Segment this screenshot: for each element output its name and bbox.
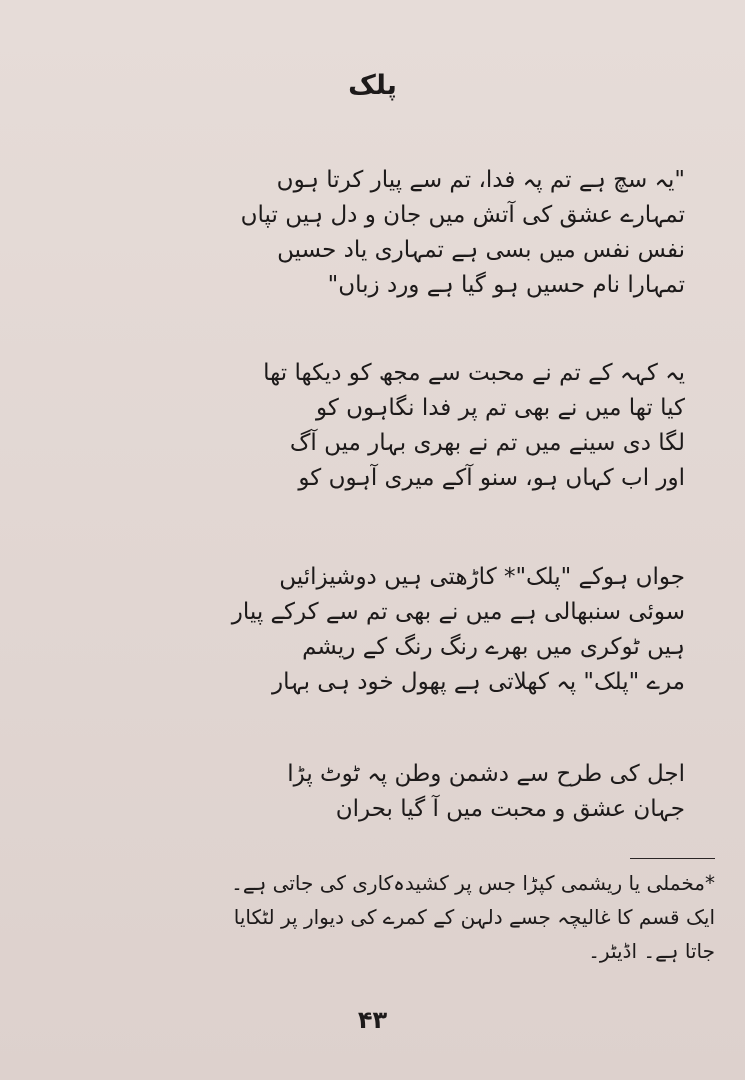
verse-line: جواں ہوکے "پلک"* کاڑھتی ہیں دوشیزائیں (279, 564, 685, 590)
footnote-line: جاتا ہے۔ اڈیٹر۔ (588, 939, 715, 963)
stanza-3 (85, 560, 685, 700)
verse-line: ہیں ٹوکری میں بھرے رنگ رنگ کے ریشم (302, 634, 685, 660)
verse-line: سوئی سنبھالی ہے میں نے بھی تم سے کرکے پیار (231, 599, 685, 625)
verse-line: تمہارا نام حسیں ہو گیا ہے ورد زباں" (327, 272, 685, 298)
verse-line: مرے "پلک" پہ کھلاتی ہے پھول خود ہی بہار (272, 669, 685, 695)
verse-line: کیا تھا میں نے بھی تم پر فدا نگاہوں کو (316, 395, 685, 421)
verse-line: نفس نفس میں بسی ہے تمہاری یاد حسیں (277, 237, 685, 263)
verse-line: لگا دی سینے میں تم نے بھری بہار میں آگ (289, 430, 685, 456)
page-number: ۴۳ (357, 1006, 388, 1034)
footnote-line: *مخملی یا ریشمی کپڑا جس پر کشیدہ‌کاری کی جاتی ہے۔ (231, 871, 715, 895)
footnote (25, 866, 715, 968)
verse-line: یہ کہہ کے تم نے محبت سے مجھ کو دیکھا تھا (263, 360, 685, 386)
verse-line: تمہارے عشق کی آتش میں جان و دل ہیں تپاں (240, 202, 685, 228)
verse-line: "یہ سچ ہے تم پہ فدا، تم سے پیار کرتا ہوں (276, 167, 685, 193)
footnote-divider (630, 858, 715, 859)
verse-line: جہان عشق و محبت میں آ گیا بحران (335, 796, 685, 822)
footnote-line: ایک قسم کا غالیچہ جسے دلہن کے کمرے کی دیوار پر لٹکایا (233, 905, 715, 929)
stanza-2 (85, 356, 685, 496)
poem-title: پلک (348, 70, 397, 101)
verse-line: اور اب کہاں ہو، سنو آکے میری آہوں کو (298, 465, 685, 491)
stanza-1 (85, 163, 685, 303)
verse-line: اجل کی طرح سے دشمن وطن پہ ٹوٹ پڑا (287, 761, 685, 787)
stanza-4 (85, 757, 685, 827)
